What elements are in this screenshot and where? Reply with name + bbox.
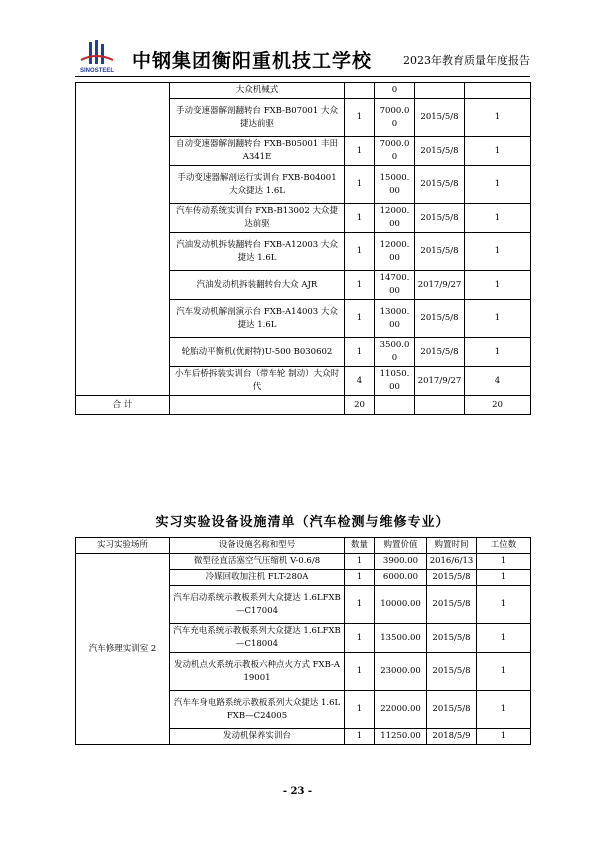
stations: 1 xyxy=(477,554,531,570)
quantity: 1 xyxy=(345,586,375,624)
purchase-value: 10000.00 xyxy=(375,586,427,624)
purchase-date xyxy=(415,83,465,99)
stations: 1 xyxy=(465,233,531,271)
quantity: 1 xyxy=(345,271,375,300)
equipment-name: 汽车启动系统示教板系列大众捷达 1.6LFXB—C17004 xyxy=(170,586,345,624)
report-title: 2023年教育质量年度报告 xyxy=(403,54,530,67)
stations: 1 xyxy=(477,586,531,624)
total-blank xyxy=(170,396,345,415)
purchase-date: 2015/5/8 xyxy=(415,99,465,137)
total-blank xyxy=(375,396,415,415)
purchase-value: 6000.00 xyxy=(375,570,427,586)
stations xyxy=(465,83,531,99)
purchase-value: 7000.00 xyxy=(375,137,415,166)
header-stations: 工位数 xyxy=(477,538,531,554)
header-purchase-value: 购置价值 xyxy=(375,538,427,554)
equipment-name: 汽车传动系统实训台 FXB-B13002 大众捷达前驱 xyxy=(170,204,345,233)
equipment-name: 手动变速器解剖运行实训台 FXB-B04001 大众捷达 1.6L xyxy=(170,166,345,204)
purchase-date: 2015/5/8 xyxy=(427,624,477,653)
header-purchase-date: 购置时间 xyxy=(427,538,477,554)
purchase-date: 2017/9/27 xyxy=(415,271,465,300)
header-equipment-name: 设备设施名称和型号 xyxy=(170,538,345,554)
sinosteel-logo-icon xyxy=(75,40,119,74)
equipment-name: 小车后桥拆装实训台（带车轮 制动）大众时代 xyxy=(170,367,345,396)
stations: 4 xyxy=(465,367,531,396)
purchase-value: 13000.00 xyxy=(375,300,415,338)
total-quantity: 20 xyxy=(345,396,375,415)
quantity xyxy=(345,83,375,99)
stations: 1 xyxy=(477,570,531,586)
equipment-table-continued xyxy=(75,82,531,415)
total-stations: 20 xyxy=(465,396,531,415)
stations: 1 xyxy=(465,204,531,233)
purchase-value: 3500.00 xyxy=(375,338,415,367)
quantity: 1 xyxy=(345,691,375,729)
purchase-date: 2018/5/9 xyxy=(427,729,477,745)
equipment-name: 汽车充电系统示教板系列大众捷达 1.6LFXB—C18004 xyxy=(170,624,345,653)
purchase-value: 11250.00 xyxy=(375,729,427,745)
equipment-name: 发动机点火系统示教板六种点火方式 FXB-A19001 xyxy=(170,653,345,691)
quantity: 1 xyxy=(345,204,375,233)
quantity: 4 xyxy=(345,367,375,396)
stations: 1 xyxy=(477,729,531,745)
equipment-table-auto-repair xyxy=(75,537,531,745)
quantity: 1 xyxy=(345,653,375,691)
purchase-date: 2015/5/8 xyxy=(415,233,465,271)
purchase-date: 2015/5/8 xyxy=(427,586,477,624)
equipment-name: 汽车发动机解剖演示台 FXB-A14003 大众捷达 1.6L xyxy=(170,300,345,338)
place-cell xyxy=(76,83,170,396)
total-label: 合 计 xyxy=(76,396,170,415)
stations: 1 xyxy=(465,99,531,137)
stations: 1 xyxy=(465,300,531,338)
purchase-date: 2015/5/8 xyxy=(415,137,465,166)
purchase-value: 7000.00 xyxy=(375,99,415,137)
purchase-value: 14700.00 xyxy=(375,271,415,300)
quantity: 1 xyxy=(345,570,375,586)
table-row xyxy=(76,83,531,99)
table-row xyxy=(76,554,531,570)
purchase-value: 11050.00 xyxy=(375,367,415,396)
stations: 1 xyxy=(477,691,531,729)
quantity: 1 xyxy=(345,137,375,166)
purchase-value: 12000.00 xyxy=(375,204,415,233)
quantity: 1 xyxy=(345,99,375,137)
equipment-name: 汽油发动机拆装翻转台 FXB-A12003 大众捷达 1.6L xyxy=(170,233,345,271)
equipment-name: 大众机械式 xyxy=(170,83,345,99)
stations: 1 xyxy=(465,137,531,166)
quantity: 1 xyxy=(345,624,375,653)
equipment-name: 轮胎动平衡机(优耐特)U-500 B030602 xyxy=(170,338,345,367)
purchase-date: 2015/5/8 xyxy=(427,691,477,729)
purchase-value: 15000.00 xyxy=(375,166,415,204)
quantity: 1 xyxy=(345,338,375,367)
stations: 1 xyxy=(465,338,531,367)
purchase-value: 3900.00 xyxy=(375,554,427,570)
purchase-date: 2015/5/8 xyxy=(415,204,465,233)
stations: 1 xyxy=(465,166,531,204)
purchase-date: 2015/5/8 xyxy=(415,338,465,367)
purchase-value: 23000.00 xyxy=(375,653,427,691)
header-quantity: 数量 xyxy=(345,538,375,554)
purchase-date: 2015/5/8 xyxy=(415,300,465,338)
purchase-date: 2015/5/8 xyxy=(427,570,477,586)
equipment-name: 自动变速器解剖翻转台 FXB-B05001 丰田 A341E xyxy=(170,137,345,166)
page-number: - 23 - xyxy=(282,786,313,797)
total-blank xyxy=(415,396,465,415)
place-cell: 汽车修理实训室 2 xyxy=(76,554,170,745)
page-header xyxy=(75,40,530,76)
stations: 1 xyxy=(477,653,531,691)
quantity: 1 xyxy=(345,729,375,745)
stations: 1 xyxy=(477,624,531,653)
header-divider xyxy=(75,76,530,77)
school-name: 中钢集团衡阳重机技工学校 xyxy=(132,50,373,72)
purchase-date: 2016/6/13 xyxy=(427,554,477,570)
total-row xyxy=(76,396,531,415)
quantity: 1 xyxy=(345,300,375,338)
purchase-value: 13500.00 xyxy=(375,624,427,653)
purchase-date: 2015/5/8 xyxy=(415,166,465,204)
purchase-value: 12000.00 xyxy=(375,233,415,271)
header-place: 实习实验场所 xyxy=(76,538,170,554)
equipment-name: 手动变速器解剖翻转台 FXB-B07001 大众捷达前驱 xyxy=(170,99,345,137)
purchase-date: 2015/5/8 xyxy=(427,653,477,691)
equipment-name: 发动机保养实训台 xyxy=(170,729,345,745)
quantity: 1 xyxy=(345,233,375,271)
table-caption: 实习实验设备设施清单（汽车检测与维修专业） xyxy=(155,515,450,530)
equipment-name: 冷媒回收加注机 FLT-280A xyxy=(170,570,345,586)
equipment-name: 汽油发动机拆装翻转台大众 AJR xyxy=(170,271,345,300)
quantity: 1 xyxy=(345,166,375,204)
equipment-name: 汽车车身电路系统示教板系列大众捷达 1.6LFXB—C24005 xyxy=(170,691,345,729)
quantity: 1 xyxy=(345,554,375,570)
table-header-row xyxy=(76,538,531,554)
equipment-name: 微型径直活塞空气压缩机 V-0.6/8 xyxy=(170,554,345,570)
logo-text: SINOSTEEL xyxy=(79,68,115,74)
purchase-date: 2017/9/27 xyxy=(415,367,465,396)
stations: 1 xyxy=(465,271,531,300)
purchase-value: 0 xyxy=(375,83,415,99)
purchase-value: 22000.00 xyxy=(375,691,427,729)
